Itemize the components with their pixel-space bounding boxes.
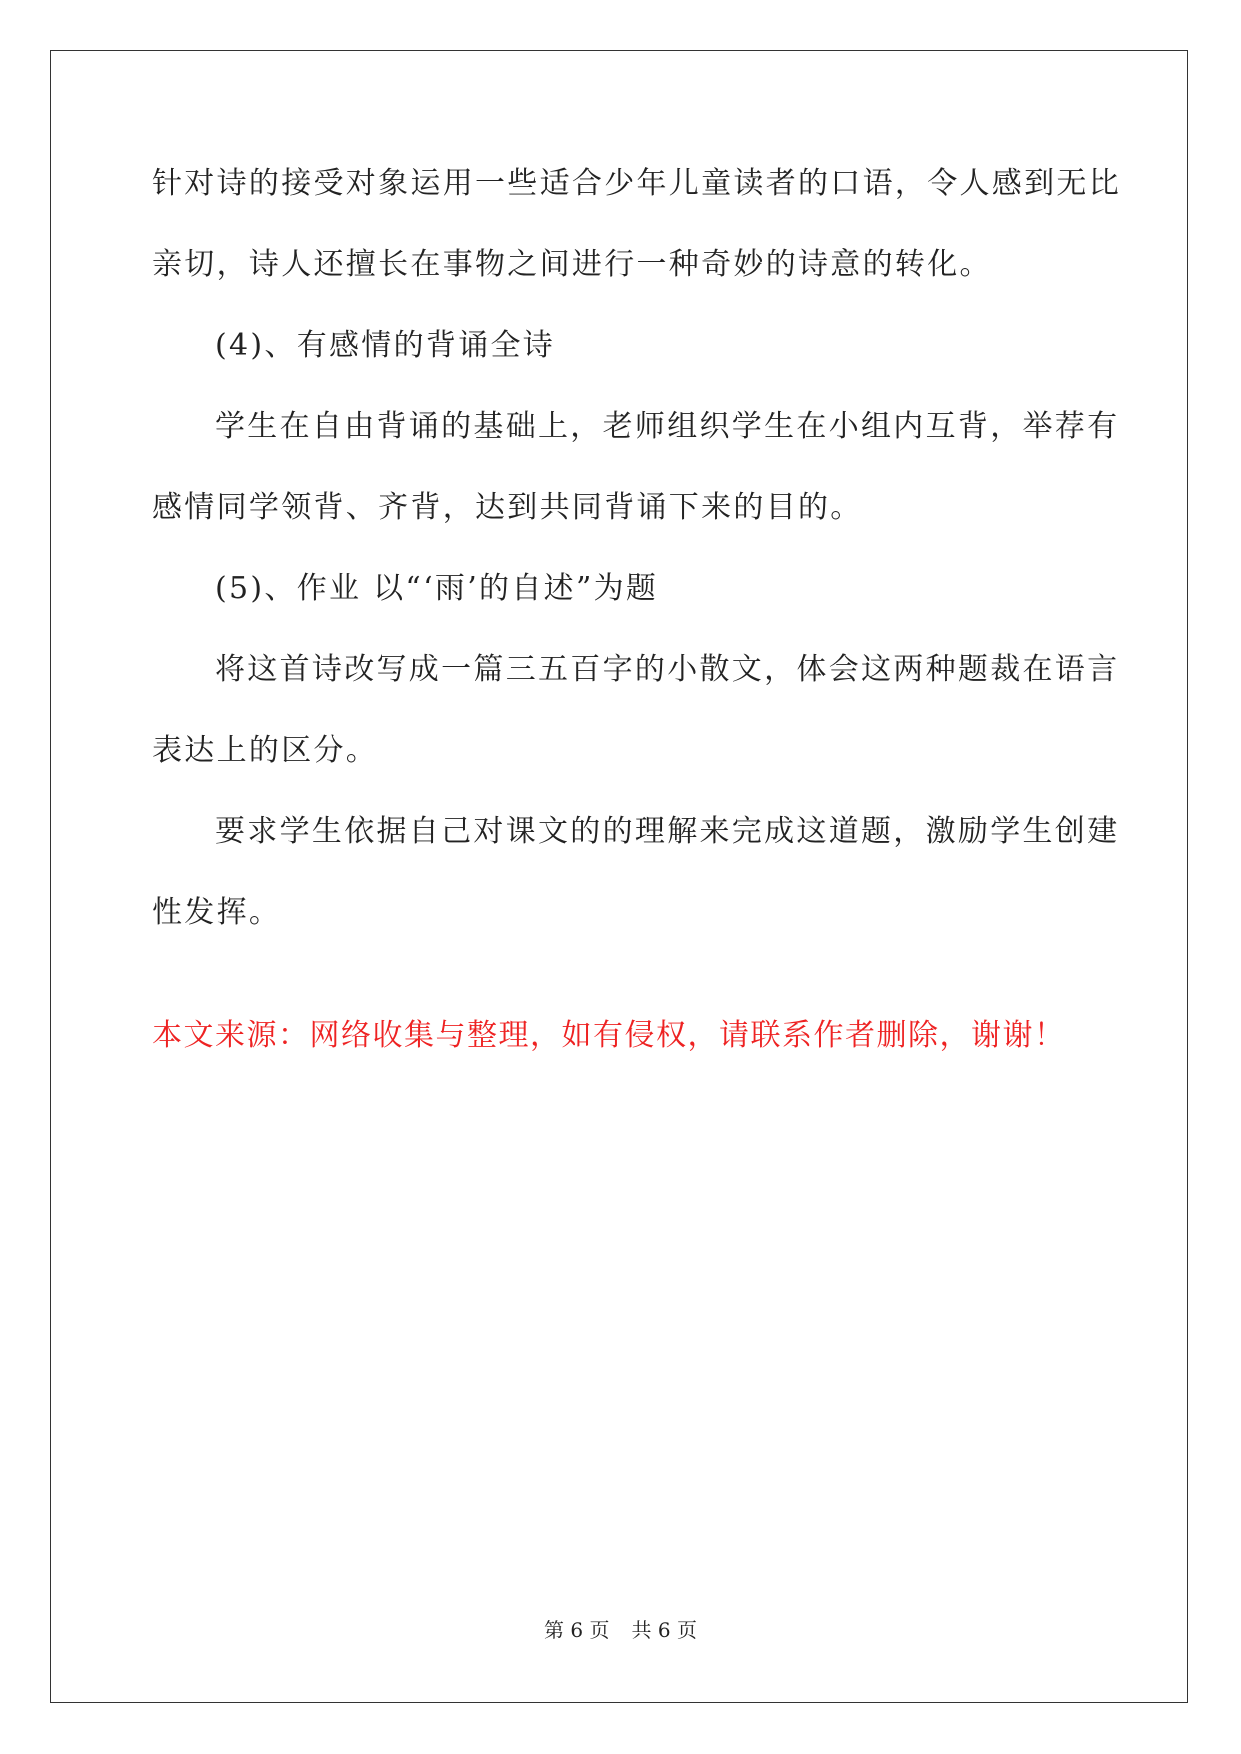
document-body	[152, 163, 1121, 1057]
source-note: 本文来源：网络收集与整理，如有侵权，请联系作者删除，谢谢！	[152, 1018, 1066, 1053]
page-footer	[0, 1614, 1241, 1643]
section-heading: (4)、有感情的背诵全诗	[215, 328, 556, 363]
page-total: 共 6 页	[631, 1618, 697, 1642]
text-line: 亲切，诗人还擅长在事物之间进行一种奇妙的诗意的转化。	[152, 247, 992, 282]
text-line: 要求学生依据自己对课文的的理解来完成这道题，激励学生创建	[215, 814, 1120, 849]
text-line: 感情同学领背、齐背，达到共同背诵下来的目的。	[152, 490, 863, 525]
text-line: 学生在自由背诵的基础上，老师组织学生在小组内互背，举荐有	[215, 409, 1120, 444]
text-line: 性发挥。	[152, 895, 282, 930]
text-line: 表达上的区分。	[152, 733, 379, 768]
text-line: 针对诗的接受对象运用一些适合少年儿童读者的口语，令人感到无比	[152, 166, 1121, 201]
section-heading: (5)、作业 以“‘雨’的自述”为题	[215, 571, 659, 606]
text-line: 将这首诗改写成一篇三五百字的小散文，体会这两种题裁在语言	[215, 652, 1120, 687]
page-number: 第 6 页	[544, 1618, 610, 1642]
